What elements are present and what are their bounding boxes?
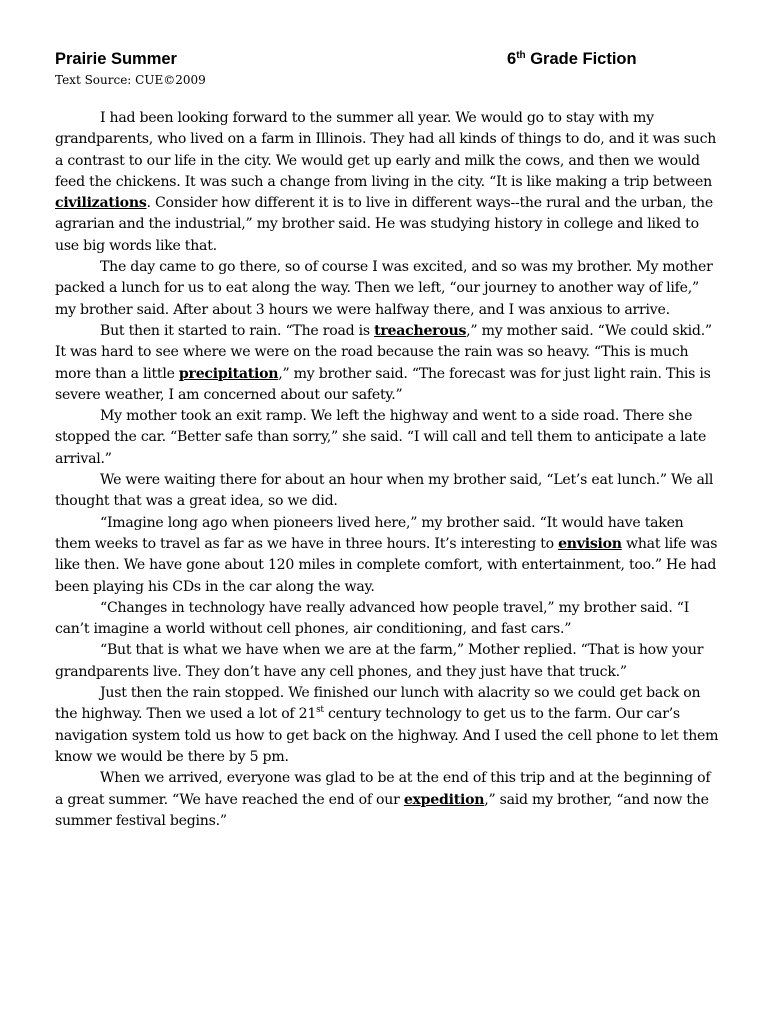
paragraph-9 xyxy=(55,683,719,768)
grade-suffix: th xyxy=(516,50,526,61)
text-source: Text Source: CUE©2009 xyxy=(55,73,206,87)
paragraph-text: ,” said my brother, “and now the summer festival begins.” xyxy=(55,791,709,829)
paragraph-4: My mother took an exit ramp. We left the highway and went to a side road. There she stopped the car. “Better safe than sorry,” she said. “I will call and tell them to anticipate a late arrival.” xyxy=(55,408,707,467)
paragraph-text: I had been looking forward to the summer all year. We would go to stay with my grandparents, who lived on a farm in Illinois. They had all kinds of things to do, and it was such a contrast to our life in the city. We would get up early and milk the cows, and then we would feed the chickens. It was such a change from living in the city. “It is like making a trip between xyxy=(55,110,717,190)
paragraph-5: We were waiting there for about an hour when my brother said, “Let’s eat lunch.” We all thought that was a great idea, so we did. xyxy=(55,472,714,510)
vocab-word-treacherous: treacherous xyxy=(374,322,467,339)
paragraph-text: When we arrived, everyone was glad to be at the end of this trip and at the beginning of a great summer. “We have reached the end of our xyxy=(55,770,711,808)
vocab-word-expedition: expedition xyxy=(403,791,485,808)
paragraph-text: ,” my brother said. “The forecast was for just light rain. This is severe weather, I am concerned about our safety.” xyxy=(55,365,711,403)
paragraph-10 xyxy=(55,768,719,832)
paragraph-text: “Imagine long ago when pioneers lived here,” my brother said. “It would have taken them weeks to travel as far as we have in three hours. It’s interesting to xyxy=(55,514,684,552)
paragraph-text: what life was like then. We have gone about 120 miles in complete comfort, with entertainment, too.” He had been playing his CDs in the car along the way. xyxy=(55,535,718,595)
grade-label xyxy=(507,50,637,69)
grade-rest: Grade Fiction xyxy=(525,50,637,68)
paragraph-text: century technology to get us to the farm. Our car’s navigation system told us how to get back on the highway. And I used the cell phone to let them know we would be there by 5 pm. xyxy=(55,706,719,765)
ordinal-suffix: st xyxy=(316,705,324,716)
paragraph-text: . Consider how different it is to live in different ways--the rural and the urban, the agrarian and the industrial,” my brother said. He was studying history in college and liked to use big words like that. xyxy=(55,195,713,254)
paragraph-2: The day came to go there, so of course I was excited, and so was my brother. My mother packed a lunch for us to eat along the way. Then we left, “our journey to another way of life,” my brother said. After about 3 hours we were halfway there, and I was anxious to arrive. xyxy=(55,259,713,318)
grade-number: 6 xyxy=(507,50,517,68)
vocab-word-envision: envision xyxy=(558,535,622,552)
paragraph-6 xyxy=(55,513,719,598)
vocab-word-precipitation: precipitation xyxy=(178,365,279,382)
paragraph-text: ,” my mother said. “We could skid.” It was hard to see where we were on the road because the rain was so heavy. “This is much more than a little xyxy=(55,322,712,382)
vocab-word-civilizations: civilizations xyxy=(55,195,147,212)
paragraph-1 xyxy=(55,108,719,257)
story-title: Prairie Summer xyxy=(55,50,177,68)
paragraph-text: Just then the rain stopped. We finished our lunch with alacrity so we could get back on the highway. Then we used a lot of 21 xyxy=(55,685,701,723)
story-body xyxy=(55,108,719,832)
paragraph-text: But then it started to rain. “The road is xyxy=(100,322,375,339)
paragraph-8: “But that is what we have when we are at the farm,” Mother replied. “That is how your grandparents live. They don’t have any cell phones, and they just have that truck.” xyxy=(55,642,704,680)
paragraph-7: “Changes in technology have really advanced how people travel,” my brother said. “I can’t imagine a world without cell phones, air conditioning, and fast cars.” xyxy=(55,599,690,638)
paragraph-3 xyxy=(55,321,719,406)
